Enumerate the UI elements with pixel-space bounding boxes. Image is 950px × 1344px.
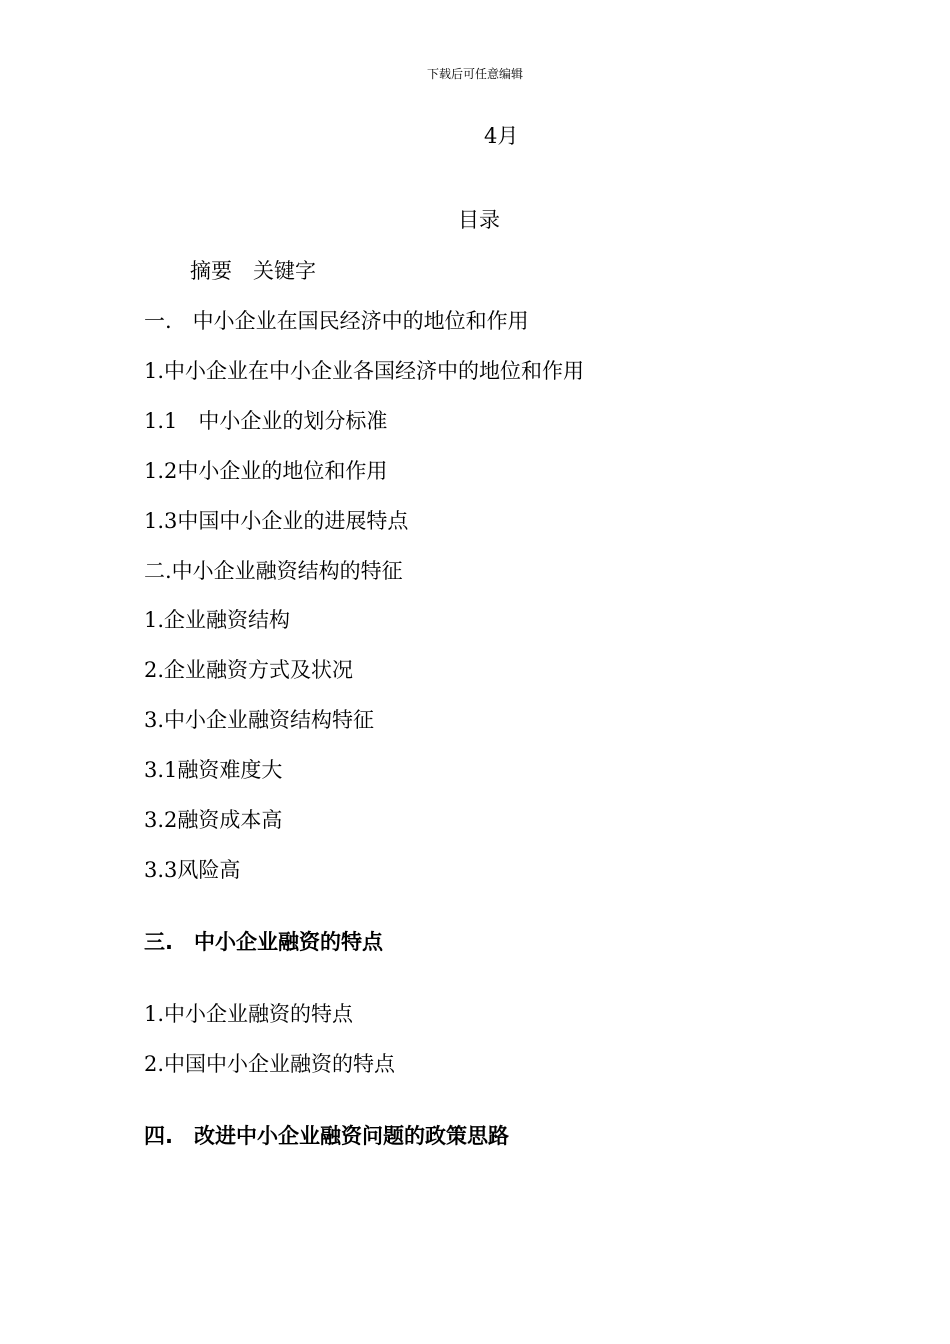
toc-item: 一. 中小企业在国民经济中的地位和作用 <box>144 309 529 333</box>
toc-item: 3.中小企业融资结构特征 <box>144 708 375 732</box>
toc-title: 目录 <box>458 208 500 232</box>
toc-item: 二.中小企业融资结构的特征 <box>144 559 403 583</box>
toc-item: 1.3中国中小企业的进展特点 <box>144 509 409 533</box>
toc-item: 1.2中小企业的地位和作用 <box>144 459 388 483</box>
toc-item: 3.3风险高 <box>144 858 241 882</box>
toc-section-heading: 三. 中小企业融资的特点 <box>144 930 383 954</box>
toc-item: 2.中国中小企业融资的特点 <box>144 1052 396 1076</box>
toc-item: 1.中小企业融资的特点 <box>144 1002 354 1026</box>
toc-item: 1.1 中小企业的划分标准 <box>144 409 388 433</box>
toc-item-abstract: 摘要 关键字 <box>190 259 316 283</box>
toc-item: 2.企业融资方式及状况 <box>144 658 354 682</box>
toc-section-heading: 四. 改进中小企业融资问题的政策思路 <box>144 1124 509 1148</box>
toc-item: 3.1融资难度大 <box>144 758 283 782</box>
toc-item: 3.2融资成本高 <box>144 808 283 832</box>
toc-item: 1.企业融资结构 <box>144 608 291 632</box>
toc-item: 1.中小企业在中小企业各国经济中的地位和作用 <box>144 359 585 383</box>
header-note: 下载后可任意编辑 <box>426 67 523 81</box>
month-label: 4月 <box>484 124 519 148</box>
